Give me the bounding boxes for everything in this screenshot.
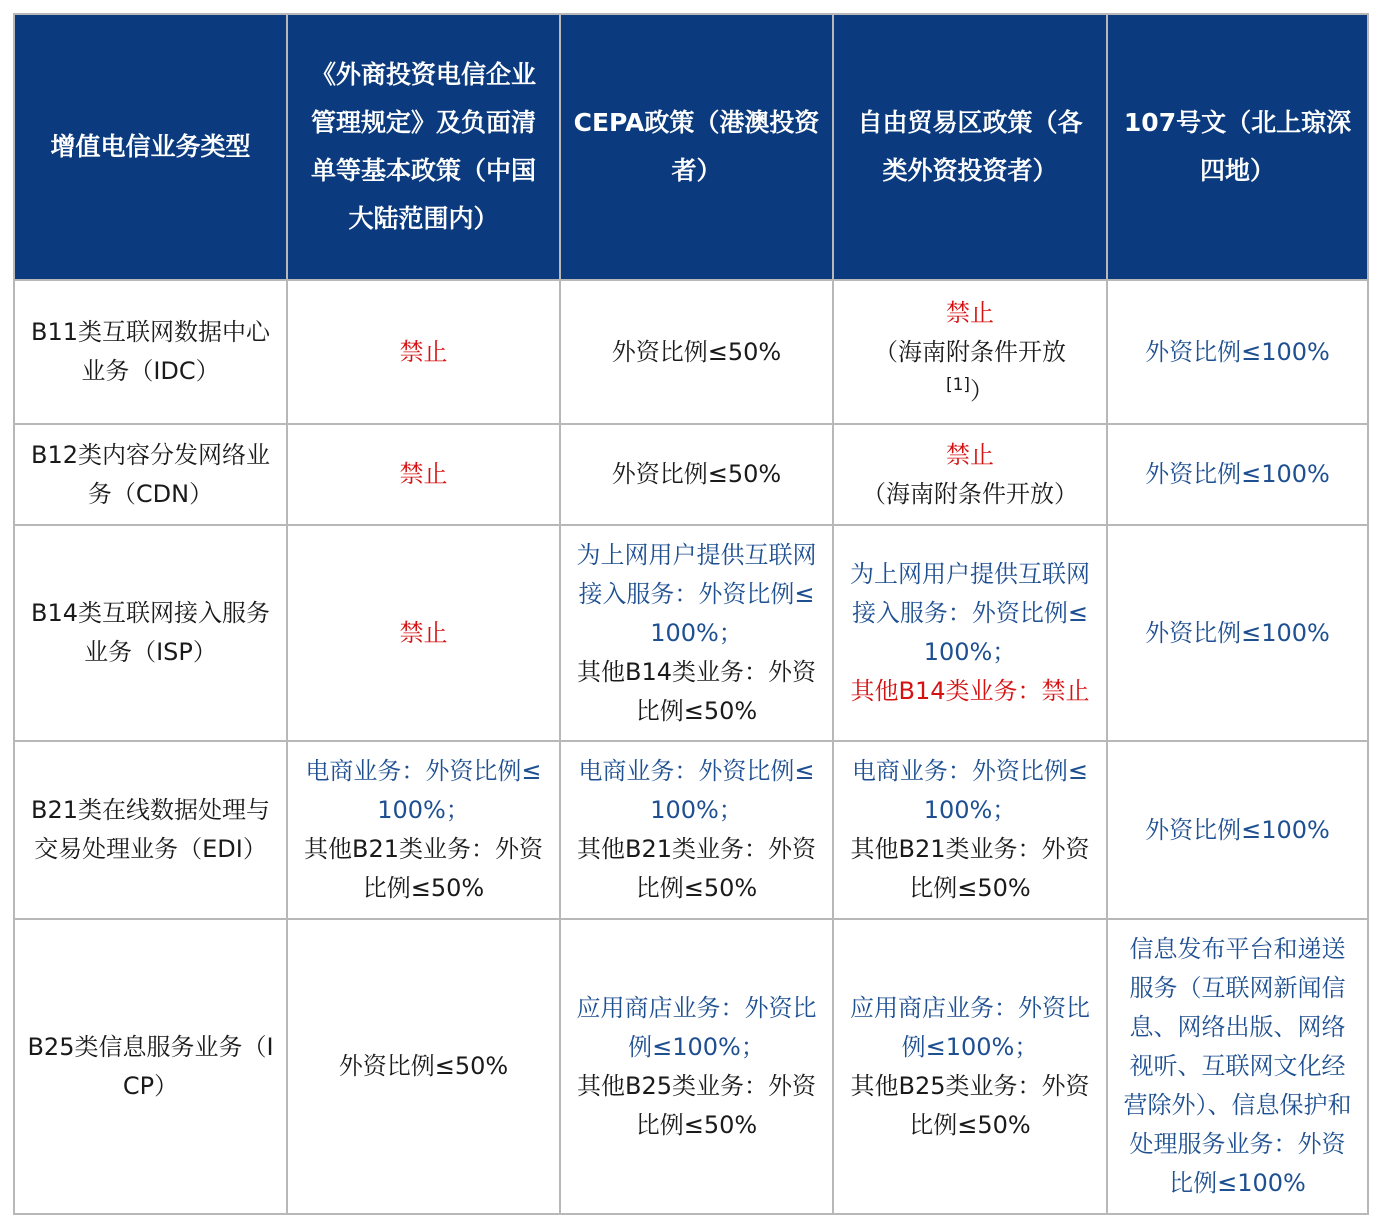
business-type-cell: B25类信息服务业务（ICP） [14, 919, 287, 1214]
business-type-cell: B21类在线数据处理与交易处理业务（EDI） [14, 741, 287, 919]
ftz-red-text: 其他B14类业务：禁止 [850, 677, 1090, 705]
ftz-note [846, 333, 1094, 372]
cepa-policy-cell [560, 919, 833, 1214]
ftz-status: 禁止 [946, 298, 994, 327]
header-basic-policy: 《外商投资电信企业管理规定》及负面清单等基本政策（中国大陆范围内） [287, 14, 560, 280]
ftz-policy-cell [833, 525, 1107, 741]
cepa-blue-text: 应用商店业务：外资比例≤100%； [576, 993, 817, 1061]
cepa-policy-cell: 外资比例≤50% [560, 280, 833, 424]
basic-blue-text: 电商业务：外资比例≤100%； [305, 757, 542, 824]
cepa-blue-text: 为上网用户提供互联网接入服务：外资比例≤100%； [576, 540, 817, 647]
basic-policy-cell: 外资比例≤50% [287, 919, 560, 1214]
ftz-policy-cell [833, 280, 1107, 424]
doc107-policy-cell: 外资比例≤100% [1107, 280, 1368, 424]
ftz-blue-text: 应用商店业务：外资比例≤100%； [850, 993, 1090, 1061]
basic-policy-cell: 禁止 [287, 525, 560, 741]
ftz-policy-cell [833, 919, 1107, 1214]
ftz-blue-text: 为上网用户提供互联网接入服务：外资比例≤100%； [850, 560, 1090, 666]
business-type-cell: B14类互联网接入服务业务（ISP） [14, 525, 287, 741]
ftz-note: （海南附条件开放） [862, 479, 1078, 508]
ftz-blue-text: 电商业务：外资比例≤100%； [851, 757, 1089, 824]
doc107-policy-cell: 外资比例≤100% [1107, 741, 1368, 919]
cepa-blue-text: 电商业务：外资比例≤100%； [578, 757, 815, 824]
cepa-black-text: 其他B14类业务：外资比例≤50% [576, 657, 816, 725]
ftz-black-text: 其他B25类业务：外资比例≤50% [850, 1071, 1090, 1139]
ftz-policy-cell [833, 424, 1107, 525]
ftz-status: 禁止 [946, 440, 994, 469]
ftz-black-text: 其他B21类业务：外资比例≤50% [850, 835, 1090, 902]
doc107-policy-cell: 外资比例≤100% [1107, 424, 1368, 525]
policy-table [13, 13, 1369, 1215]
table-row [14, 525, 1368, 741]
basic-black-text: 其他B21类业务：外资比例≤50% [303, 835, 543, 902]
header-cepa-policy: CEPA政策（港澳投资者） [560, 14, 833, 280]
doc107-policy-cell: 外资比例≤100% [1107, 525, 1368, 741]
cepa-black-text: 其他B25类业务：外资比例≤50% [576, 1071, 816, 1139]
cepa-policy-cell [560, 741, 833, 919]
business-type-cell: B12类内容分发网络业务（CDN） [14, 424, 287, 525]
table-row [14, 424, 1368, 525]
basic-policy-cell: 禁止 [287, 280, 560, 424]
header-row [14, 14, 1368, 280]
business-type-cell: B11类互联网数据中心业务（IDC） [14, 280, 287, 424]
header-business-type: 增值电信业务类型 [14, 14, 287, 280]
footnote-ref[interactable]: [1] [945, 374, 971, 395]
ftz-policy-cell [833, 741, 1107, 919]
basic-policy-cell: 禁止 [287, 424, 560, 525]
ftz-footnote-line [846, 372, 1094, 411]
ftz-note-close: ） [970, 376, 995, 405]
ftz-note-text: （海南附条件开放 [874, 337, 1066, 366]
table-row [14, 741, 1368, 919]
basic-policy-cell [287, 741, 560, 919]
table-row [14, 919, 1368, 1214]
cepa-policy-cell [560, 525, 833, 741]
table-row [14, 280, 1368, 424]
header-doc107-policy: 107号文（北上琼深四地） [1107, 14, 1368, 280]
header-ftz-policy: 自由贸易区政策（各类外资投资者） [833, 14, 1107, 280]
doc107-policy-cell: 信息发布平台和递送服务（互联网新闻信息、网络出版、网络视听、互联网文化经营除外）、信息保护和处理服务业务：外资比例≤100% [1107, 919, 1368, 1214]
cepa-policy-cell: 外资比例≤50% [560, 424, 833, 525]
cepa-black-text: 其他B21类业务：外资比例≤50% [576, 835, 816, 902]
